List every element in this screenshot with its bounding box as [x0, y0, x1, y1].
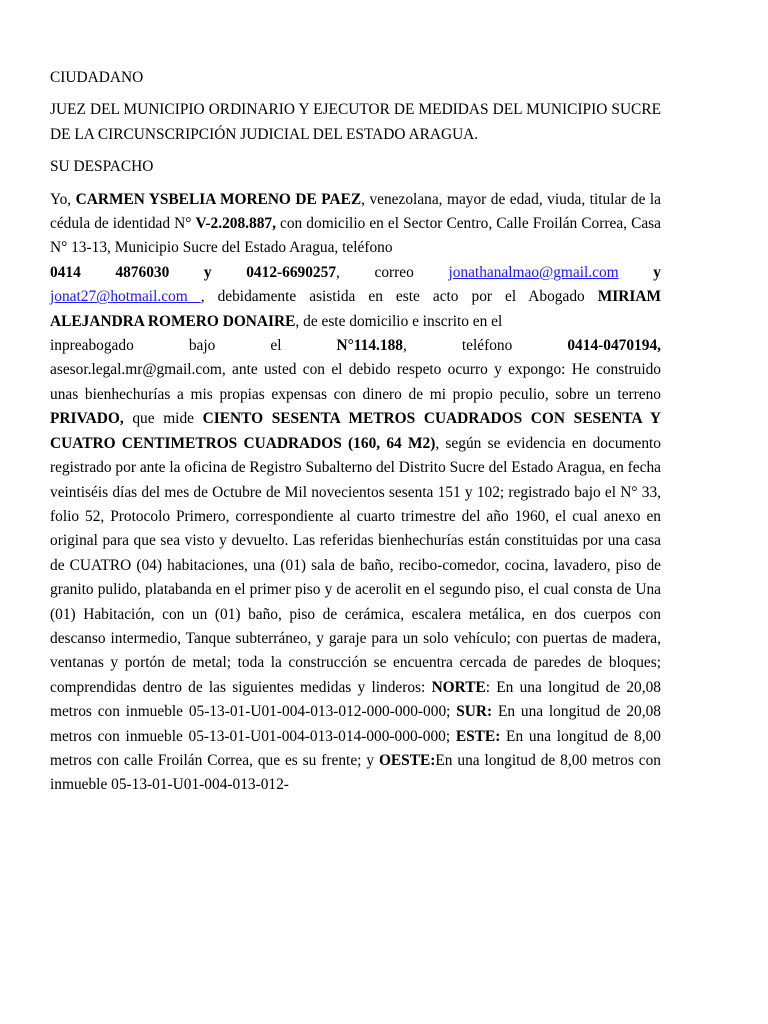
phone-email-line: [50, 261, 661, 285]
petition-body: [50, 188, 661, 798]
email-conjunction: y: [653, 263, 661, 281]
email-link-1[interactable]: jonathanalmao@gmail.com: [448, 263, 619, 281]
text-intro: Yo,: [50, 190, 76, 208]
phone1-part-b: 4876030: [115, 263, 170, 281]
word-el: el: [270, 337, 282, 355]
lawyer-name: MIRIAM ALEJANDRA ROMERO DONAIRE: [50, 288, 661, 330]
word-bajo: bajo: [188, 337, 216, 355]
body-part-2: [50, 285, 661, 334]
text-description: , según se evidencia en documento registrado por ante la oficina de Registro Subalterno del Distrito Sucre del Estado Aragua, en fecha veintiséis días del mes de Octubre de Mil novecientos sesenta 151 y 102; registrado bajo el N° 33, folio 52, Protocolo Primero, correspondiente al cuarto trimestre del año 1960, el cual anexo en original para que sea visto y devuelto. Las referidas bienhechurías están constituidas por una casa de CUATRO (04) habitaciones, una (01) sala de baño, recibo-comedor, cocina, lavadero, piso de granito pulido, platabanda en el primer piso y de acerolit en el segundo piso, el cual consta de Una (01) Habitación, con un (01) baño, piso de cerámica, escalera metálica, en dos cuerpos con descanso intermedio, Tanque subterráneo, y garaje para un solo vehículo; con puertas de madera, ventanas y portón de metal; toda la construcción se encuentra cercada de paredes de bloques; comprendidas dentro de las siguientes medidas y linderos:: [50, 434, 661, 696]
phone2: 0412-6690257: [246, 263, 337, 281]
phone2-group: [246, 261, 340, 285]
body-part-1: [50, 188, 661, 261]
boundary-north-label: NORTE: [431, 678, 486, 696]
phone-conjunction: y: [203, 263, 212, 281]
boundary-east-label: ESTE:: [455, 727, 501, 745]
document-page: [50, 66, 661, 798]
text-domicile: , de este domicilio e inscrito en el: [295, 312, 503, 330]
addressee: JUEZ DEL MUNICIPIO ORDINARIO Y EJECUTOR DE MEDIDAS DEL MUNICIPIO SUCRE DE LA CIRCUNSCRIPCIÓN JUDICIAL DEL ESTADO ARAGUA.: [50, 101, 661, 143]
boundary-north-text: : En una longitud de 20,08 metros con inmueble 05-13-01-U01-004-013-012-000-000-000;: [50, 678, 661, 721]
word-inpreabogado: inpreabogado: [50, 337, 134, 355]
inpre-comma: ,: [402, 337, 407, 355]
lawyer-phone: 0414-0470194,: [567, 337, 661, 355]
text-correo: correo: [374, 263, 414, 281]
office-line: SU DESPACHO: [50, 158, 154, 176]
phone2-comma: ,: [336, 263, 340, 281]
text-exposition: asesor.legal.mr@gmail.com, ante usted con el debido respeto ocurro y expongo: He construido unas bienhechurías a mis propias expensas con dinero de mi propio peculio, sobre un terreno: [50, 361, 661, 403]
text-address: con domicilio en el Sector Centro, Calle Froilán Correa, Casa N° 13-13, Municipio Sucre del Estado Aragua, teléfono: [50, 215, 661, 257]
boundary-west-text: En una longitud de 8,00 metros con inmueble 05-13-01-U01-004-013-012-: [50, 751, 661, 794]
id-number: V-2.208.887,: [195, 215, 276, 233]
word-telefono: teléfono: [461, 337, 513, 355]
text-measures: que mide: [123, 410, 203, 428]
text-id: , venezolana, mayor de edad, viuda, titular de la cédula de identidad N°: [50, 190, 661, 233]
salutation: CIUDADANO: [50, 69, 144, 86]
inpreabogado-line: [50, 334, 661, 358]
boundary-south-text: En una longitud de 20,08 metros con inmueble 05-13-01-U01-004-013-014-000-000-000;: [50, 703, 661, 745]
inpre-number: N°114.188: [336, 337, 403, 355]
text-assisted: , debidamente asistida en este acto por el Abogado: [200, 288, 598, 306]
body-part-3: [50, 358, 661, 797]
boundary-east-text: En una longitud de 8,00 metros con calle Froilán Correa, que es su frente; y: [50, 727, 661, 769]
land-type: PRIVADO,: [50, 410, 124, 428]
petitioner-name: CARMEN YSBELIA MORENO DE PAEZ: [75, 190, 362, 208]
boundary-south-label: SUR:: [456, 703, 493, 721]
boundary-west-label: OESTE:: [378, 751, 436, 769]
phone1-part-a: 0414: [50, 263, 81, 281]
email-link-2[interactable]: jonat27@hotmail.com: [50, 288, 201, 306]
land-area: CIENTO SESENTA METROS CUADRADOS CON SESENTA Y CUATRO CENTIMETROS CUADRADOS (160, 64 M2): [50, 410, 661, 452]
inpre-group: [337, 334, 407, 358]
